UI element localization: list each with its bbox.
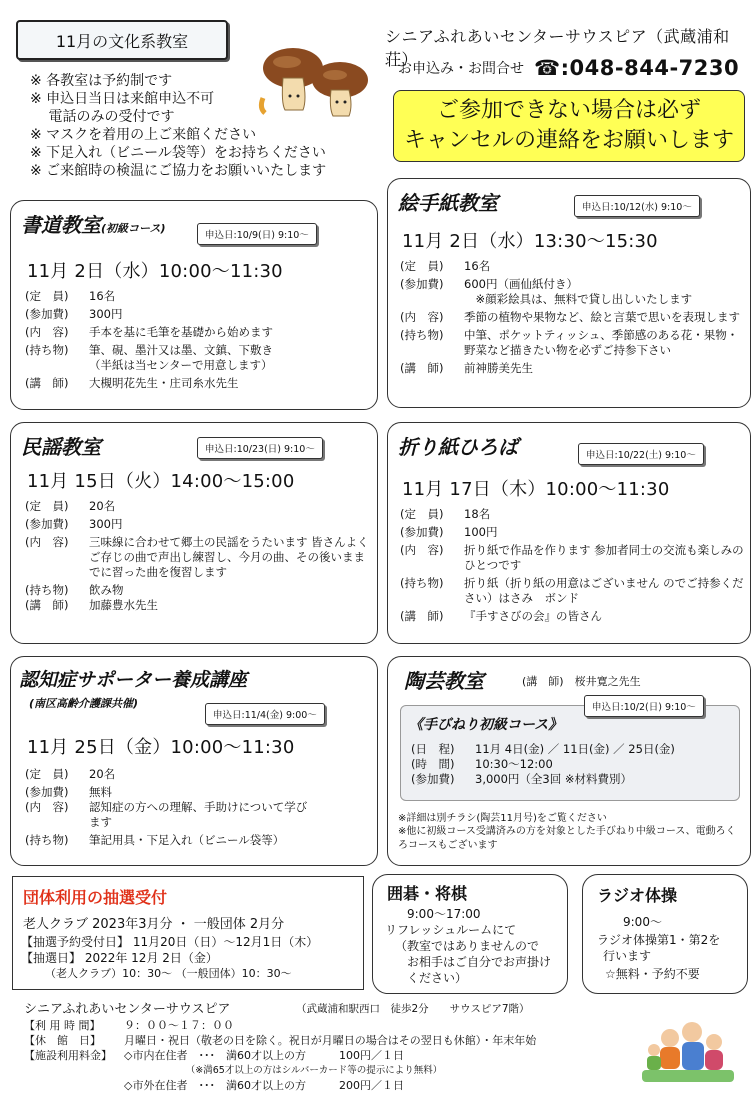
deadline-badge: 申込日:10/22(土) 9:10～	[578, 443, 704, 465]
card-title: 民謡教室	[21, 435, 101, 459]
datetime: 11月 2日（水）10:00～11:30	[27, 261, 283, 282]
deadline-badge: 申込日:10/2(日) 9:10～	[584, 695, 704, 717]
details: (定 員) 16名 (参加費) 300円 (内 容) 手本を基に毛筆を基礎から始めます (持ち物) 筆、硯、墨汁又は墨、文鎮、下敷き （半紙は当センターで用意します） (講 師) 大槻明花先生・庄司糸水先生	[25, 289, 273, 390]
card-ninchi	[10, 656, 378, 866]
card-origami	[387, 422, 751, 644]
card-etegami	[387, 178, 751, 408]
teacher: (講 師) 桜井寛之先生	[522, 675, 641, 688]
card-title: 囲碁・将棋	[387, 884, 468, 903]
cancel-notice: ご参加できない場合は必ず キャンセルの連絡をお願いします	[393, 90, 745, 162]
card-subtitle: (初級コース)	[101, 222, 166, 235]
course-details: (日 程) 11月 4日(金) ／ 11日(金) ／ 25日(金) (時 間) 10:30～12:00 (参加費) 3,000円（全3回 ※材料費別）	[411, 742, 675, 786]
details: (定 員) 20名 (参加費) 無料 (内 容) 認知症の方への理解、手助けについて学びます (持ち物) 筆記用具・下足入れ（ビニール袋等）	[25, 767, 308, 847]
contact-info: お申込み・お問合せ ☎:048-844-7230	[398, 56, 740, 80]
card-shodo	[10, 200, 378, 410]
card-go-shogi: 囲碁・将棋 9:00～17:00 リフレッシュルームにて （教室ではありませんので お相手はご自分でお声掛け ください）	[372, 874, 568, 994]
course-box	[400, 705, 740, 801]
datetime: 11月 2日（水）13:30～15:30	[402, 231, 658, 252]
seniors-illustration	[642, 1020, 734, 1084]
datetime: 11月 25日（金）10:00～11:30	[27, 737, 295, 758]
center-name: シニアふれあいセンターサウスピア（武蔵浦和荘）	[385, 27, 730, 69]
note: ※他に初級コース受講済みの方を対象とした手びねり中級コース、電動ろくろコースもございます	[398, 826, 736, 851]
datetime: 11月 15日（火）14:00～15:00	[27, 471, 295, 492]
footer-center-name: シニアふれあいセンターサウスピア	[24, 1002, 231, 1017]
card-radio-taiso: ラジオ体操 9:00～ ラジオ体操第1・第2を 行います ☆無料・予約不要	[582, 874, 748, 994]
datetime: 11月 17日（木）10:00～11:30	[402, 479, 670, 500]
details: (定 員) 18名 (参加費) 100円 (内 容) 折り紙で作品を作ります 参加者同士の交流も楽しみのひとつです (持ち物) 折り紙（折り紙の用意はございません のでご持参ください）はさみ ボンド (講 師) 『手すさびの会』の皆さん	[400, 507, 744, 623]
details: (定 員) 16名 (参加費) 600円（画仙紙付き） ※顔彩絵具は、無料で貸し出しいたします (内 容) 季節の植物や果物など、絵と言葉で思いを表現します (持ち物) 中筆、ポケットティッシュ、季節感のある花・果物・野菜など描きたい物を必ずご持参下さい (講 師) 前神勝美先生	[400, 259, 740, 375]
card-title: 認知症サポーター養成講座	[19, 669, 248, 691]
section-title: 団体利用の抽選受付	[23, 888, 168, 907]
card-title: ラジオ体操	[597, 886, 678, 905]
card-togei	[387, 656, 751, 866]
deadline-badge: 申込日:10/23(日) 9:10～	[197, 437, 323, 459]
card-subtitle: (南区高齢介護課共催)	[29, 697, 139, 710]
deadline-badge: 申込日:10/9(日) 9:10～	[197, 223, 317, 245]
card-title: 陶芸教室	[404, 669, 484, 693]
card-title: 絵手紙教室	[398, 191, 498, 215]
group-lottery-box: 団体利用の抽選受付 老人クラブ 2023年3月分 ・ 一般団体 2月分 【抽選予約受付日】 11月20日（日）～12月1日（木） 【抽選日】 2022年 12月 2日（金） （老人クラブ）10：30～ （一般団体）10：30～	[12, 876, 364, 990]
details: (定 員) 20名 (参加費) 300円 (内 容) 三味線に合わせて郷土の民謡をうたいます 皆さんよくご存じの曲で声出し練習し、今月の曲、その後いままでに習った曲を復習します (持ち物) 飲み物 (講 師) 加藤豊水先生	[25, 499, 369, 612]
footer-address: （武蔵浦和駅西口 徒歩2分 サウスピア7階）	[296, 1003, 530, 1015]
course-title: 《手びねり初級コース》	[409, 717, 563, 733]
page-title: 11月の文化系教室	[16, 20, 228, 60]
deadline-badge: 申込日:10/12(水) 9:10～	[574, 195, 700, 217]
rules-list: ※ 各教室は予約制です ※ 申込日当日は来館申込不可 電話のみの受付です ※ マスクを着用の上ご来館ください ※ 下足入れ（ビニール袋等）をお持ちください ※ ご来館時の検温にご協力をお願いいたします	[30, 73, 327, 179]
card-title: 書道教室	[21, 213, 101, 237]
note: ※詳細は別チラシ(陶芸11月号)をご覧ください	[398, 813, 607, 824]
card-minyo	[10, 422, 378, 644]
deadline-badge: 申込日:11/4(金) 9:00～	[205, 703, 325, 725]
footer-info: 【利 用 時 間】 ９：００～１７：００ 【休 館 日】 月曜日・祝日（敬老の日を除く。祝日が月曜日の場合はその翌日も休館）・年末年始 【施設利用料金】 ◇市内在住者 ･･･ 満60才以上の方 100円／１日 （※満65才以上の方はシルバーカード等の提示により無料） ◇市外在住者 ･･･ 満60才以上の方 200円／１日	[24, 1019, 537, 1092]
phone-number[interactable]: ☎:048-844-7230	[534, 56, 740, 80]
card-title: 折り紙ひろば	[398, 435, 518, 459]
